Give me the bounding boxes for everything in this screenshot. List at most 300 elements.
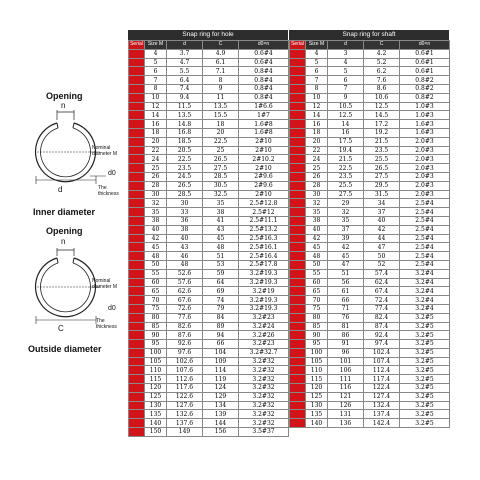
table-row: [129, 252, 289, 261]
table-cell: 3.2#5: [400, 366, 450, 375]
table-cell: 48: [145, 252, 167, 261]
table-row: [129, 181, 289, 190]
serial-cell: [290, 331, 306, 340]
table-cell: 101: [328, 357, 364, 366]
table-cell: 130: [306, 401, 328, 410]
table-row: [129, 93, 289, 102]
serial-cell: [290, 102, 306, 111]
table-cell: 75: [306, 304, 328, 313]
table-cell: 2.5#4: [400, 216, 450, 225]
serial-cell: [290, 269, 306, 278]
table-cell: 16: [145, 120, 167, 129]
hole-table: [128, 40, 289, 437]
table-cell: 76: [328, 313, 364, 322]
table-cell: 4: [145, 49, 167, 58]
table-cell: 40: [306, 225, 328, 234]
table-row: [129, 146, 289, 155]
table-cell: 12.5: [364, 102, 400, 111]
table-cell: 142.4: [364, 419, 400, 428]
serial-cell: [129, 199, 145, 208]
table-cell: 18: [203, 120, 239, 129]
table-cell: 135: [306, 410, 328, 419]
shaft-table-title: Snap ring for shaft: [289, 30, 449, 40]
table-cell: 51: [203, 252, 239, 261]
table-cell: 107.4: [364, 357, 400, 366]
table-cell: 2.0#3: [400, 190, 450, 199]
serial-cell: [129, 76, 145, 85]
table-cell: 1#6.6: [239, 102, 289, 111]
table-cell: 3.5#37: [239, 428, 289, 437]
table-cell: 3.2#19.3: [239, 296, 289, 305]
table-row: [290, 278, 450, 287]
table-cell: 26.5: [364, 164, 400, 173]
table-cell: 120: [145, 384, 167, 393]
table-row: [290, 304, 450, 313]
table-row: [290, 84, 450, 93]
table-cell: 1.0#3: [400, 111, 450, 120]
table-cell: 3.2#4: [400, 269, 450, 278]
table-cell: 24.5: [167, 172, 203, 181]
serial-cell: [129, 111, 145, 120]
table-cell: 50: [145, 260, 167, 269]
table-cell: 35: [328, 216, 364, 225]
serial-cell: [129, 120, 145, 129]
table-cell: 20.5: [167, 146, 203, 155]
table-cell: 2.0#3: [400, 181, 450, 190]
table-cell: 9.4: [167, 93, 203, 102]
table-cell: 55: [306, 269, 328, 278]
serial-cell: [290, 181, 306, 190]
table-cell: 2.0#3: [400, 137, 450, 146]
table-cell: 45: [145, 243, 167, 252]
table-row: [290, 269, 450, 278]
table-cell: 96: [328, 348, 364, 357]
table-cell: 125: [145, 392, 167, 401]
table-cell: 92.6: [167, 340, 203, 349]
serial-cell: [290, 357, 306, 366]
table-cell: 105: [306, 357, 328, 366]
table-cell: 12: [145, 102, 167, 111]
table-cell: 6.2: [364, 67, 400, 76]
table-row: [290, 260, 450, 269]
table-cell: 27.5: [328, 190, 364, 199]
table-cell: 32: [145, 199, 167, 208]
serial-cell: [129, 419, 145, 428]
table-cell: 45: [203, 234, 239, 243]
serial-cell: [129, 137, 145, 146]
table-cell: 2.5#4: [400, 260, 450, 269]
table-cell: 0.8#2: [400, 76, 450, 85]
serial-cell: [129, 93, 145, 102]
shaft-header-cell: Serial: [291, 41, 304, 48]
table-row: [129, 278, 289, 287]
table-cell: 17.2: [364, 120, 400, 129]
table-cell: 11.5: [167, 102, 203, 111]
table-cell: 8.6: [364, 84, 400, 93]
thickness-label-2: The thickness: [96, 318, 117, 330]
table-row: [129, 322, 289, 331]
table-cell: 3.2#19.3: [239, 304, 289, 313]
table-cell: 3: [328, 49, 364, 58]
table-cell: 35: [145, 208, 167, 217]
table-row: [290, 58, 450, 67]
table-row: [129, 428, 289, 437]
table-cell: 14.5: [364, 111, 400, 120]
serial-cell: [129, 278, 145, 287]
table-cell: 7.4: [167, 84, 203, 93]
table-cell: 24: [145, 155, 167, 164]
table-row: [129, 340, 289, 349]
table-row: [129, 260, 289, 269]
table-cell: 57.4: [364, 269, 400, 278]
table-cell: 75: [145, 304, 167, 313]
table-row: [290, 199, 450, 208]
table-cell: 82.4: [364, 313, 400, 322]
table-cell: 35: [203, 199, 239, 208]
table-cell: 77.4: [364, 304, 400, 313]
table-cell: 26.5: [203, 155, 239, 164]
table-cell: 129: [203, 392, 239, 401]
table-cell: 40: [167, 234, 203, 243]
serial-cell: [129, 190, 145, 199]
serial-cell: [290, 287, 306, 296]
table-cell: 29.5: [364, 181, 400, 190]
table-cell: 1#7: [239, 111, 289, 120]
table-cell: 119: [203, 375, 239, 384]
serial-cell: [129, 84, 145, 93]
table-cell: 8: [306, 84, 328, 93]
serial-cell: [290, 340, 306, 349]
table-cell: 3.2#32: [239, 401, 289, 410]
table-cell: 105: [145, 357, 167, 366]
table-cell: 31.5: [364, 190, 400, 199]
table-cell: 0.8#4: [239, 76, 289, 85]
serial-cell: [290, 216, 306, 225]
table-cell: 23.5: [364, 146, 400, 155]
table-cell: 87.6: [167, 331, 203, 340]
table-row: [290, 410, 450, 419]
table-cell: 2.5#4: [400, 199, 450, 208]
table-cell: 19.2: [364, 128, 400, 137]
thickness-label-1: The thickness: [98, 185, 119, 197]
table-cell: 40: [145, 225, 167, 234]
serial-cell: [129, 287, 145, 296]
table-cell: 3.2#24: [239, 322, 289, 331]
serial-cell: [290, 111, 306, 120]
table-cell: 3.2#5: [400, 375, 450, 384]
table-cell: 3.2#4: [400, 304, 450, 313]
table-cell: 2.5#4: [400, 243, 450, 252]
serial-cell: [129, 366, 145, 375]
table-cell: 44: [364, 234, 400, 243]
serial-cell: [290, 322, 306, 331]
serial-cell: [129, 102, 145, 111]
table-cell: 2.5#16.1: [239, 243, 289, 252]
table-cell: 1.6#3: [400, 120, 450, 129]
table-cell: 47: [328, 260, 364, 269]
table-row: [129, 199, 289, 208]
table-cell: 100: [306, 348, 328, 357]
opening-label-1: Opening: [46, 91, 83, 101]
table-row: [290, 384, 450, 393]
serial-cell: [129, 208, 145, 217]
table-cell: 62.4: [364, 278, 400, 287]
table-cell: 2.0#3: [400, 155, 450, 164]
serial-cell: [129, 348, 145, 357]
serial-cell: [290, 76, 306, 85]
table-cell: 22.5: [167, 155, 203, 164]
serial-cell: [290, 410, 306, 419]
table-row: [129, 401, 289, 410]
serial-cell: [129, 128, 145, 137]
table-cell: 67.4: [364, 287, 400, 296]
serial-cell: [290, 58, 306, 67]
table-cell: 30: [145, 190, 167, 199]
table-cell: 25: [306, 164, 328, 173]
table-cell: 95: [145, 340, 167, 349]
serial-cell: [290, 366, 306, 375]
table-cell: 12.5: [328, 111, 364, 120]
serial-cell: [129, 216, 145, 225]
table-row: [290, 357, 450, 366]
table-cell: 90: [306, 331, 328, 340]
table-cell: 110: [306, 366, 328, 375]
table-row: [129, 313, 289, 322]
table-cell: 32: [306, 199, 328, 208]
table-cell: 11: [203, 93, 239, 102]
serial-cell: [290, 208, 306, 217]
table-cell: 18: [306, 128, 328, 137]
table-cell: 122.6: [167, 392, 203, 401]
diagram-panel: [0, 0, 128, 480]
serial-cell: [129, 296, 145, 305]
table-cell: 81: [328, 322, 364, 331]
table-cell: 22: [145, 146, 167, 155]
table-cell: 46: [167, 252, 203, 261]
table-row: [290, 225, 450, 234]
table-cell: 112.6: [167, 375, 203, 384]
table-cell: 121: [328, 392, 364, 401]
serial-cell: [129, 252, 145, 261]
hole-header-cell: Size M: [145, 41, 167, 50]
serial-cell: [129, 260, 145, 269]
table-cell: 2.5#12: [239, 208, 289, 217]
table-cell: 15.5: [203, 111, 239, 120]
table-cell: 3.2#32: [239, 375, 289, 384]
table-row: [129, 287, 289, 296]
table-cell: 140: [306, 419, 328, 428]
table-cell: 124: [203, 384, 239, 393]
table-cell: 42: [145, 234, 167, 243]
table-cell: 0.6#4: [239, 49, 289, 58]
table-cell: 85: [145, 322, 167, 331]
table-cell: 2.5#11.1: [239, 216, 289, 225]
table-row: [129, 348, 289, 357]
table-cell: 3.2#5: [400, 348, 450, 357]
hole-header-cell: C: [203, 41, 239, 50]
table-cell: 112.4: [364, 366, 400, 375]
table-cell: 5: [306, 58, 328, 67]
table-row: [129, 208, 289, 217]
table-cell: 137.4: [364, 410, 400, 419]
table-cell: 5: [145, 58, 167, 67]
table-row: [290, 287, 450, 296]
table-cell: 137.6: [167, 419, 203, 428]
table-row: [290, 208, 450, 217]
table-cell: 3.2#5: [400, 392, 450, 401]
table-cell: 72.6: [167, 304, 203, 313]
table-cell: 53: [203, 260, 239, 269]
table-row: [129, 172, 289, 181]
table-cell: 0.8#4: [239, 67, 289, 76]
serial-cell: [129, 410, 145, 419]
table-cell: 32.5: [203, 190, 239, 199]
table-cell: 136: [328, 419, 364, 428]
table-cell: 156: [203, 428, 239, 437]
table-cell: 3.2#32: [239, 392, 289, 401]
d0-label-1: d0: [108, 170, 116, 177]
table-cell: 47: [364, 243, 400, 252]
table-cell: 6: [145, 67, 167, 76]
table-cell: 33: [167, 208, 203, 217]
table-cell: 22.5: [203, 137, 239, 146]
table-cell: 4: [306, 49, 328, 58]
table-cell: 13.5: [203, 102, 239, 111]
table-cell: 39: [328, 234, 364, 243]
serial-cell: [290, 348, 306, 357]
table-row: [290, 375, 450, 384]
table-row: [129, 269, 289, 278]
nominal-diameter-label-1: Nominal diameter M: [92, 145, 118, 157]
table-cell: 126: [328, 401, 364, 410]
table-cell: 17.5: [328, 137, 364, 146]
table-cell: 26.5: [167, 181, 203, 190]
table-row: [129, 128, 289, 137]
table-cell: 122.4: [364, 384, 400, 393]
table-cell: 26: [145, 172, 167, 181]
table-cell: 43: [167, 243, 203, 252]
table-cell: 3.2#5: [400, 410, 450, 419]
serial-cell: [129, 164, 145, 173]
table-cell: 55: [145, 269, 167, 278]
serial-cell: [290, 419, 306, 428]
table-cell: 74: [203, 296, 239, 305]
table-cell: 21.5: [328, 155, 364, 164]
table-cell: 65: [145, 287, 167, 296]
table-row: [129, 102, 289, 111]
table-cell: 30: [167, 199, 203, 208]
n-label-1: n: [61, 101, 66, 110]
table-cell: 1.6#8: [239, 120, 289, 129]
table-cell: 24: [306, 155, 328, 164]
serial-cell: [290, 296, 306, 305]
table-cell: 21.5: [364, 137, 400, 146]
table-cell: 30.5: [203, 181, 239, 190]
table-cell: 10.5: [328, 102, 364, 111]
table-cell: 20: [203, 128, 239, 137]
table-cell: 7: [145, 76, 167, 85]
table-cell: 1.0#3: [400, 102, 450, 111]
table-cell: 51: [328, 269, 364, 278]
hole-header-cell: Serial: [130, 41, 143, 48]
table-cell: 3.2#26: [239, 331, 289, 340]
table-cell: 5: [328, 67, 364, 76]
table-cell: 32: [328, 208, 364, 217]
table-cell: 27.5: [364, 172, 400, 181]
outside-diameter-label: Outside diameter: [28, 344, 102, 354]
table-cell: 111: [328, 375, 364, 384]
table-row: [290, 234, 450, 243]
table-cell: 14: [145, 111, 167, 120]
table-cell: 150: [145, 428, 167, 437]
table-cell: 60: [145, 278, 167, 287]
table-cell: 25: [145, 164, 167, 173]
table-row: [290, 243, 450, 252]
table-row: [129, 357, 289, 366]
table-row: [290, 76, 450, 85]
table-cell: 8: [203, 76, 239, 85]
table-cell: 42: [306, 234, 328, 243]
shaft-header-cell: d: [328, 41, 364, 50]
table-row: [129, 225, 289, 234]
table-cell: 3.2#5: [400, 357, 450, 366]
table-cell: 64: [203, 278, 239, 287]
table-cell: 50: [364, 252, 400, 261]
table-row: [129, 49, 289, 58]
table-cell: 3.2#5: [400, 384, 450, 393]
table-row: [290, 392, 450, 401]
table-cell: 0.8#2: [400, 84, 450, 93]
table-cell: 134: [203, 401, 239, 410]
serial-cell: [129, 49, 145, 58]
table-cell: 6: [306, 67, 328, 76]
table-cell: 38: [167, 225, 203, 234]
serial-cell: [129, 67, 145, 76]
table-cell: 97.6: [167, 348, 203, 357]
table-cell: 144: [203, 419, 239, 428]
table-cell: 48: [203, 243, 239, 252]
table-cell: 0.6#1: [400, 67, 450, 76]
table-cell: 38: [306, 216, 328, 225]
table-cell: 5.2: [364, 58, 400, 67]
inner-diameter-label: Inner diameter: [33, 207, 96, 217]
table-cell: 1.6#8: [239, 128, 289, 137]
table-cell: 140: [145, 419, 167, 428]
table-cell: 65: [306, 287, 328, 296]
serial-cell: [290, 199, 306, 208]
table-cell: 135: [145, 410, 167, 419]
table-cell: 9: [328, 93, 364, 102]
table-cell: 4.2: [364, 49, 400, 58]
table-cell: 7.6: [364, 76, 400, 85]
table-cell: 3.2#32.7: [239, 348, 289, 357]
serial-cell: [129, 234, 145, 243]
table-row: [129, 137, 289, 146]
table-row: [290, 67, 450, 76]
table-cell: 42: [364, 225, 400, 234]
serial-cell: [129, 304, 145, 313]
d0-label-2: d0: [108, 305, 116, 312]
table-cell: 20: [145, 137, 167, 146]
table-row: [129, 120, 289, 129]
table-cell: 2#9.6: [239, 181, 289, 190]
table-row: [290, 49, 450, 58]
table-row: [290, 419, 450, 428]
hole-header-cell: d: [167, 41, 203, 50]
table-cell: 40: [364, 216, 400, 225]
table-cell: 71: [328, 304, 364, 313]
table-cell: 62.6: [167, 287, 203, 296]
